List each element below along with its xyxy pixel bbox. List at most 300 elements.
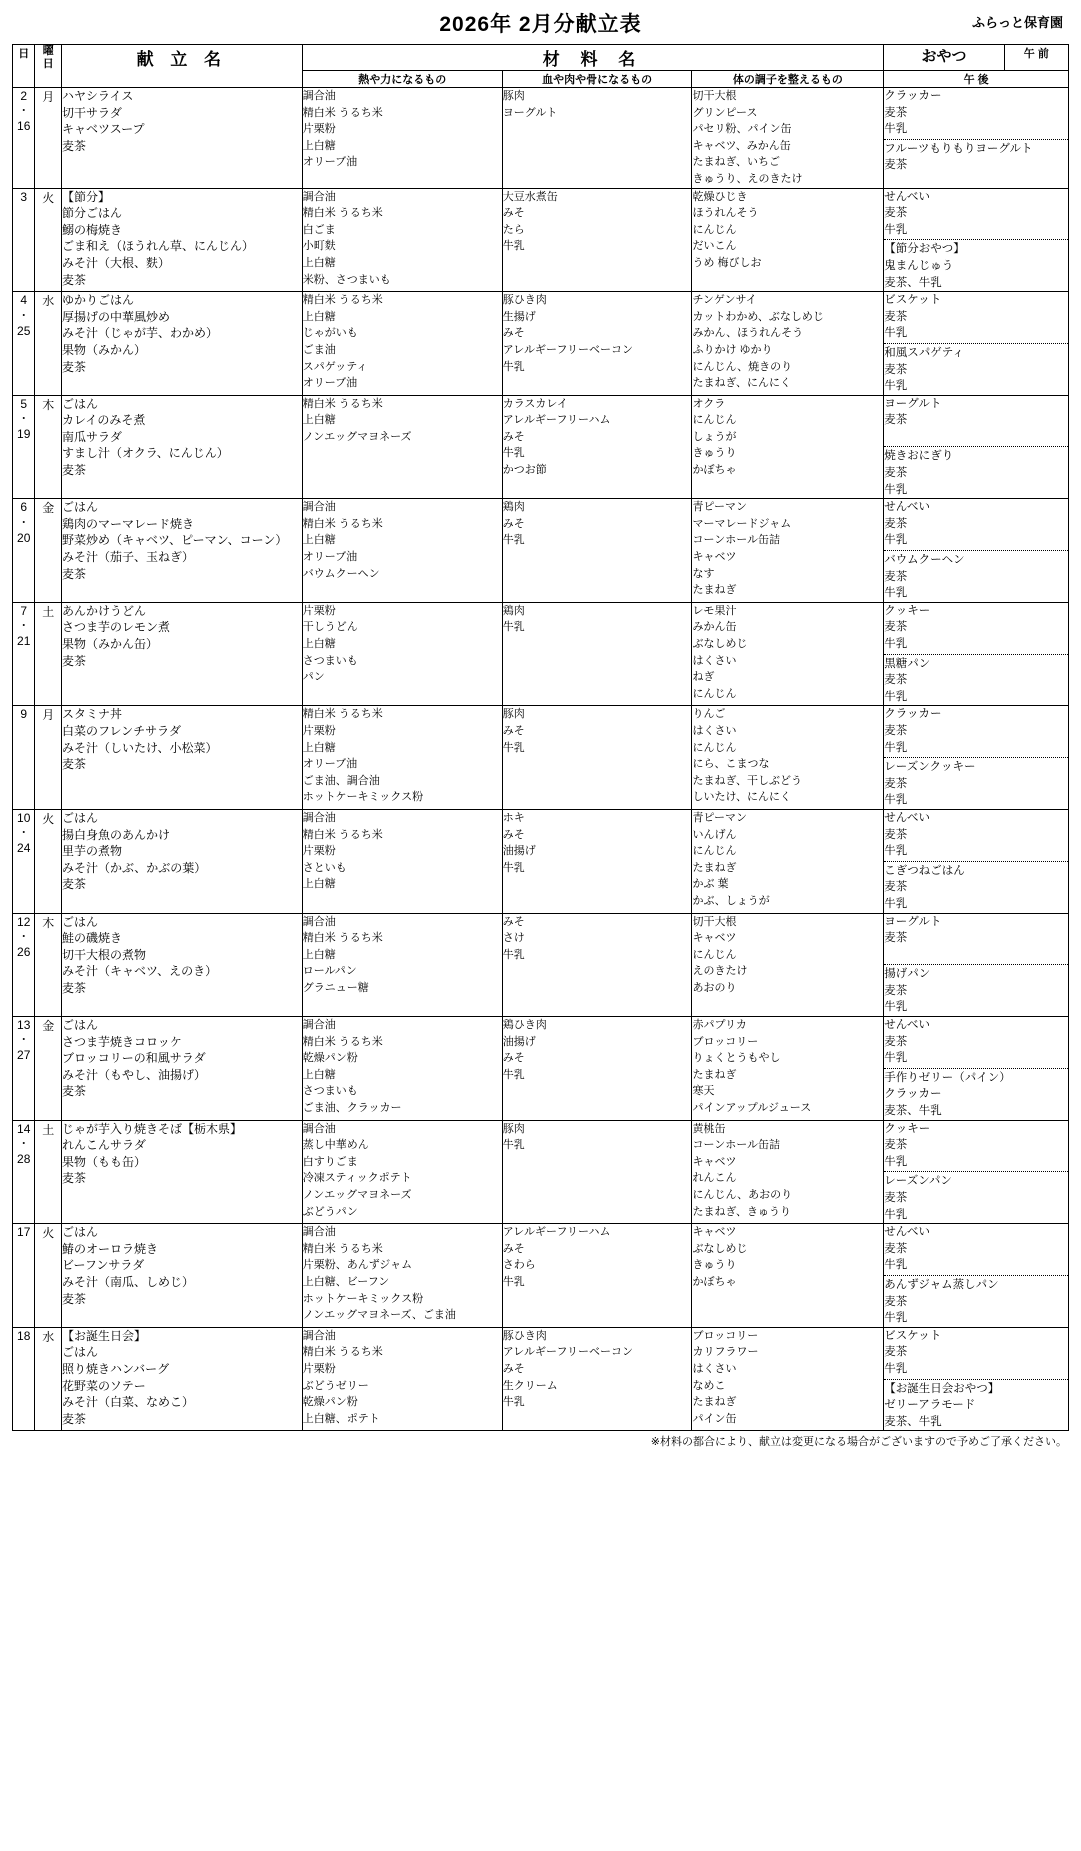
line-item: 白すりごま (302, 1155, 358, 1168)
line-item: ごま油、クラッカー (302, 1102, 402, 1115)
snack-line: 牛乳 (884, 1259, 908, 1272)
line-item: ホットケーキミックス粉 (302, 791, 424, 804)
snack-cell (884, 395, 1069, 499)
day-number-top: 5 (20, 396, 28, 411)
line-item: にんじん (692, 223, 737, 236)
line-item: ハヤシライス (61, 89, 134, 103)
protein-materials-cell (502, 1017, 692, 1121)
snack-line: 麦茶 (884, 1295, 908, 1308)
line-item: 上白糖 (302, 1068, 336, 1081)
snack-line: 麦茶 (884, 106, 908, 119)
line-item: みそ (502, 207, 525, 220)
line-item: みかん、ほうれんそう (692, 327, 804, 340)
day-separator-dot: ・ (18, 827, 30, 840)
line-item: ブロッコリー (692, 1035, 759, 1048)
protein-materials-cell (502, 809, 692, 913)
line-item: 南瓜サラダ (61, 429, 122, 444)
day-separator-dot: ・ (18, 516, 30, 529)
line-item: みかん缶 (692, 621, 737, 634)
vitamin-materials-cell (692, 602, 884, 706)
table-header-row (13, 45, 1069, 71)
line-item: ごはん (61, 396, 98, 411)
line-item: 牛乳 (502, 1396, 525, 1409)
line-item: ホットケーキミックス粉 (302, 1292, 424, 1305)
line-item: ごはん (61, 1018, 98, 1033)
day-number-bottom: 21 (17, 634, 31, 649)
day-number-bottom: 28 (17, 1152, 31, 1167)
line-item: ごはん (61, 1225, 98, 1240)
line-item: 精白米 うるち米 (302, 1035, 383, 1048)
line-item: 【お誕生日会】 (61, 1328, 146, 1343)
day-number-top: 10 (17, 810, 31, 825)
line-item: 調合油 (302, 501, 336, 514)
line-item: だいこん (692, 240, 737, 253)
line-item: 切干大根 (692, 90, 737, 102)
snack-line: 麦茶 (884, 1346, 908, 1359)
line-item: すまし汁（オクラ、にんじん） (61, 446, 229, 461)
line-item: みそ汁（茄子、玉ねぎ） (61, 550, 194, 565)
line-item: オリーブ油 (302, 377, 358, 390)
protein-materials-cell (502, 706, 692, 810)
line-item: コーンホール缶詰 (692, 1139, 781, 1152)
line-item: みそ汁（じゃが芋、わかめ） (61, 326, 218, 341)
line-item: ビーフンサラダ (61, 1258, 145, 1273)
line-item: きゅうり (692, 1259, 737, 1272)
line-item: ぶなしめじ (692, 638, 748, 650)
vitamin-materials-cell (692, 1327, 884, 1431)
snack-line: 牛乳 (884, 1155, 908, 1168)
menu-cell (61, 602, 302, 706)
snack-line: 麦茶、牛乳 (884, 276, 942, 289)
line-item: 麦茶 (61, 1291, 86, 1306)
snack-cell (884, 1017, 1069, 1121)
line-item: 豚ひき肉 (502, 294, 547, 307)
day-separator-dot: ・ (18, 309, 30, 322)
header-energy: 熱や力になるもの (302, 71, 502, 88)
day-number-top: 3 (20, 189, 28, 204)
line-item: キャベツ (692, 1226, 737, 1239)
snack-line: 麦茶 (884, 674, 908, 687)
snack-line: こぎつねごはん (884, 861, 1068, 880)
day-number-bottom: 25 (17, 323, 31, 338)
table-row (13, 1017, 1069, 1121)
line-item: はくさい (692, 1362, 737, 1375)
line-item: 片栗粉 (302, 604, 336, 617)
line-item: 牛乳 (502, 948, 525, 961)
snack-cell (884, 913, 1069, 1017)
line-item: グラニュー糖 (302, 981, 369, 994)
menu-cell (61, 913, 302, 1017)
line-item: 調合油 (302, 1226, 336, 1239)
snack-line: ヨーグルト (884, 397, 942, 410)
weekday-cell: 土 (35, 1120, 62, 1224)
line-item: ぶどうパン (302, 1205, 358, 1218)
snack-line: 牛乳 (884, 483, 908, 496)
line-item: 麦茶 (61, 359, 86, 374)
protein-materials-cell (502, 88, 692, 189)
snack-line: 麦茶 (884, 414, 908, 427)
snack-line: フルーツもりもりヨーグルト (884, 139, 1068, 158)
line-item: にんじん (692, 948, 737, 961)
line-item: さわら (502, 1259, 536, 1272)
day-number-top: 9 (20, 707, 28, 722)
line-item: オリーブ油 (302, 156, 358, 169)
line-item: 牛乳 (502, 861, 525, 874)
snack-line: 麦茶 (884, 1139, 908, 1152)
day-number-top: 12 (17, 914, 31, 929)
line-item: みそ (502, 327, 525, 340)
snack-line: せんべい (884, 190, 931, 203)
line-item: さつま芋焼きコロッケ (61, 1034, 182, 1049)
line-item: 上白糖 (302, 139, 336, 152)
protein-materials-cell (502, 1224, 692, 1328)
line-item: たまねぎ (692, 584, 737, 597)
line-item: みそ汁（かぶ、かぶの葉） (61, 860, 207, 875)
header-protein: 血や肉や骨になるもの (502, 71, 692, 88)
line-item: なめこ (692, 1379, 726, 1392)
line-item: 果物（みかん） (61, 342, 146, 357)
energy-materials-cell (302, 188, 502, 292)
snack-line: 麦茶 (884, 310, 908, 323)
day-number-top: 2 (20, 89, 28, 103)
line-item: オリーブ油 (302, 758, 358, 771)
snack-cell (884, 292, 1069, 396)
line-item: 小町麩 (302, 240, 336, 253)
table-row (13, 1224, 1069, 1328)
day-number-top: 6 (20, 500, 28, 515)
line-item: 豚肉 (502, 708, 525, 721)
day-cell (13, 706, 35, 810)
line-item: 鶏肉 (502, 604, 525, 617)
snack-line: 【節分おやつ】 (884, 239, 1068, 258)
line-item: あおのり (692, 981, 737, 994)
line-item: 精白米 うるち米 (302, 828, 383, 841)
line-item: 蒸し中華めん (302, 1139, 369, 1152)
snack-line: 牛乳 (884, 1362, 908, 1375)
line-item: たまねぎ、きゅうり (692, 1205, 792, 1218)
snack-line: バウムクーヘン (884, 550, 1068, 569)
line-item: 米粉、さつまいも (302, 273, 391, 286)
table-row (13, 88, 1069, 189)
line-item: さつまいも (302, 1085, 358, 1098)
table-row (13, 292, 1069, 396)
line-item: 油揚げ (502, 845, 536, 858)
line-item: ふりかけ ゆかり (692, 343, 773, 356)
weekday-cell: 木 (35, 913, 62, 1017)
line-item: みそ (502, 430, 525, 443)
menu-cell (61, 809, 302, 913)
day-cell (13, 809, 35, 913)
snack-cell (884, 88, 1069, 189)
line-item: さけ (502, 932, 525, 945)
energy-materials-cell (302, 499, 502, 603)
header-materials: 材 料 名 (302, 45, 884, 71)
line-item: 寒天 (692, 1085, 715, 1098)
line-item: かぼちゃ (692, 1275, 737, 1288)
snack-line: 麦茶 (884, 207, 908, 220)
day-number-bottom: 24 (17, 841, 31, 856)
menu-cell (61, 88, 302, 189)
line-item: キャベツ、みかん缶 (692, 139, 791, 152)
vitamin-materials-cell (692, 292, 884, 396)
snack-cell (884, 602, 1069, 706)
line-item: 牛乳 (502, 1275, 525, 1288)
line-item: さといも (302, 861, 347, 874)
day-number-top: 4 (20, 293, 28, 308)
snack-line: 麦茶 (884, 363, 908, 376)
line-item: 切干サラダ (61, 105, 122, 120)
table-row (13, 706, 1069, 810)
line-item: 麦茶 (61, 1171, 86, 1186)
snack-cell (884, 1327, 1069, 1431)
page-title: 2026年 2月分献立表 (439, 13, 642, 36)
line-item: 牛乳 (502, 1068, 525, 1081)
line-item: 麦茶 (61, 757, 86, 772)
energy-materials-cell (302, 1017, 502, 1121)
line-item: ほうれんそう (692, 207, 759, 220)
snack-line: せんべい (884, 501, 931, 514)
weekday-cell: 月 (35, 88, 62, 189)
line-item: 麦茶 (61, 138, 86, 153)
line-item: 鶏肉のマーマレード焼き (61, 516, 194, 531)
line-item: さつま芋のレモン煮 (61, 620, 170, 635)
line-item: 切干大根の煮物 (61, 947, 146, 962)
energy-materials-cell (302, 1120, 502, 1224)
line-item: 鰯の梅焼き (61, 222, 122, 237)
line-item: 麦茶 (61, 1084, 86, 1099)
line-item: 麦茶 (61, 1411, 86, 1426)
line-item: 麦茶 (61, 272, 86, 287)
line-item: ブロッコリー (692, 1329, 759, 1342)
line-item: にんじん (692, 741, 737, 754)
header-day: 日 (13, 45, 35, 88)
vitamin-materials-cell (692, 395, 884, 499)
table-row (13, 809, 1069, 913)
snack-line (884, 429, 1068, 446)
vitamin-materials-cell (692, 1224, 884, 1328)
line-item: オリーブ油 (302, 551, 358, 564)
day-number-top: 17 (17, 1225, 31, 1240)
day-separator-dot: ・ (18, 620, 30, 633)
day-separator-dot: ・ (18, 105, 30, 118)
line-item: 里芋の煮物 (61, 844, 122, 859)
snack-line: ビスケット (884, 294, 942, 307)
line-item: 黄桃缶 (692, 1122, 726, 1135)
header-menu: 献 立 名 (61, 45, 302, 88)
energy-materials-cell (302, 88, 502, 189)
table-row (13, 602, 1069, 706)
line-item: 調合油 (302, 1122, 336, 1135)
snack-cell (884, 1120, 1069, 1224)
line-item: 麦茶 (61, 653, 86, 668)
organization-name: ふらっと保育園 (971, 15, 1063, 30)
footnote: ※材料の都合により、献立は変更になる場合がございますので予めご了承ください。 (650, 1436, 1067, 1449)
line-item: たまねぎ、にんにく (692, 377, 792, 390)
snack-line: 【お誕生日会おやつ】 (884, 1379, 1068, 1398)
line-item: 照り焼きハンバーグ (61, 1361, 170, 1376)
snack-line: ゼリーアラモード (884, 1399, 976, 1412)
line-item: スタミナ丼 (61, 707, 122, 722)
line-item: 白菜のフレンチサラダ (61, 723, 182, 738)
line-item: さつまいも (302, 654, 358, 667)
weekday-cell: 火 (35, 809, 62, 913)
snack-line: 手作りゼリー（パイン） (884, 1068, 1068, 1087)
line-item: 節分ごはん (61, 206, 122, 221)
line-item: バウムクーヘン (302, 567, 380, 580)
energy-materials-cell (302, 395, 502, 499)
header-am: 午 前 (1004, 45, 1068, 71)
line-item: れんこん (692, 1172, 737, 1185)
line-item: たら (502, 223, 525, 236)
line-item: キャベツ (692, 1155, 737, 1168)
line-item: 精白米 うるち米 (302, 1242, 383, 1255)
snack-line: 麦茶 (884, 570, 908, 583)
line-item: はくさい (692, 724, 737, 737)
snack-line: 麦茶 (884, 467, 908, 480)
snack-line: クラッカー (884, 90, 942, 102)
line-item: 精白米 うるち米 (302, 1346, 383, 1359)
line-item: みそ汁（大根、麩） (61, 255, 170, 270)
line-item: キャベツ (692, 932, 737, 945)
snack-line: せんべい (884, 1226, 931, 1239)
line-item: 冷凍スティックポテト (302, 1172, 412, 1185)
line-item: りょくとうもやし (692, 1052, 781, 1065)
day-number-bottom: 19 (17, 427, 31, 442)
snack-line: 和風スパゲティ (884, 343, 1068, 362)
snack-line: クラッカー (884, 1088, 942, 1101)
line-item: 赤パプリカ (692, 1019, 747, 1032)
snack-line: 麦茶 (884, 828, 908, 841)
snack-line: 麦茶 (884, 159, 908, 172)
line-item: えのきたけ (692, 965, 748, 978)
line-item: 上白糖 (302, 310, 336, 323)
line-item: みそ汁（南瓜、しめじ） (61, 1274, 194, 1289)
line-item: 【節分】 (61, 189, 110, 204)
line-item: 生クリーム (502, 1379, 558, 1392)
line-item: 片栗粉 (302, 724, 336, 737)
line-item: 精白米 うるち米 (302, 106, 383, 119)
line-item: みそ汁（しいたけ、小松菜） (61, 740, 218, 755)
line-item: 生揚げ (502, 310, 536, 323)
snack-line: 麦茶 (884, 1242, 908, 1255)
line-item: みそ (502, 1242, 525, 1255)
snack-line: 焼きおにぎり (884, 446, 1068, 465)
day-cell (13, 602, 35, 706)
day-cell (13, 913, 35, 1017)
line-item: みそ (502, 828, 525, 841)
line-item: きゅうり (692, 447, 737, 460)
line-item: アレルギーフリーベーコン (502, 343, 633, 356)
line-item: 切干大根 (692, 915, 737, 928)
line-item: 牛乳 (502, 621, 525, 634)
snack-line: 牛乳 (884, 1052, 908, 1065)
menu-cell (61, 1224, 302, 1328)
line-item: 精白米 うるち米 (302, 932, 383, 945)
snack-line: ビスケット (884, 1329, 942, 1342)
snack-line: 麦茶 (884, 777, 908, 790)
snack-line: 牛乳 (884, 794, 908, 807)
line-item: しいたけ、にんにく (692, 791, 792, 804)
line-item: りんご (692, 708, 726, 721)
snack-line: せんべい (884, 1019, 931, 1032)
day-number-top: 14 (17, 1121, 31, 1136)
menu-table-body (13, 88, 1069, 1431)
line-item: 上白糖、ポテト (302, 1412, 380, 1425)
line-item: ロールパン (302, 965, 357, 978)
line-item: 片栗粉 (302, 123, 336, 136)
energy-materials-cell (302, 913, 502, 1017)
line-item: たまねぎ、いちご (692, 156, 781, 169)
line-item: 豚ひき肉 (502, 1329, 547, 1342)
day-number-top: 18 (17, 1328, 31, 1343)
line-item: ノンエッグマヨネーズ (302, 430, 412, 443)
snack-line: クッキー (884, 1122, 931, 1135)
line-item: みそ汁（もやし、油揚げ） (61, 1067, 206, 1082)
snack-line: 麦茶 (884, 517, 908, 530)
snack-line: クラッカー (884, 708, 942, 721)
line-item: アレルギーフリーハム (502, 1226, 611, 1239)
line-item: パイン缶 (692, 1412, 737, 1425)
line-item: ごま和え（ほうれん草、にんじん） (61, 239, 254, 254)
line-item: 花野菜のソテー (61, 1378, 146, 1393)
line-item: 麦茶 (61, 463, 86, 478)
protein-materials-cell (502, 292, 692, 396)
table-row (13, 1327, 1069, 1431)
snack-line: 麦茶 (884, 881, 908, 894)
line-item: 片栗粉 (302, 1362, 336, 1375)
line-item: カレイのみそ煮 (61, 413, 146, 428)
line-item: ごま油、調合油 (302, 774, 380, 787)
line-item: 上白糖 (302, 948, 336, 961)
energy-materials-cell (302, 1327, 502, 1431)
vitamin-materials-cell (692, 188, 884, 292)
snack-cell (884, 499, 1069, 603)
vitamin-materials-cell (692, 499, 884, 603)
snack-line: せんべい (884, 811, 931, 824)
line-item: たまねぎ、干しぶどう (692, 774, 803, 787)
line-item: あんかけうどん (61, 603, 146, 618)
snack-line: 牛乳 (884, 534, 908, 547)
protein-materials-cell (502, 499, 692, 603)
protein-materials-cell (502, 188, 692, 292)
line-item: パン (302, 671, 325, 684)
snack-cell (884, 188, 1069, 292)
line-item: 豚肉 (502, 90, 525, 102)
line-item: オクラ (692, 397, 726, 410)
line-item: 果物（もも缶） (61, 1154, 146, 1169)
snack-line: 牛乳 (884, 223, 908, 236)
table-row (13, 913, 1069, 1017)
menu-cell (61, 395, 302, 499)
line-item: ごま油 (302, 343, 336, 356)
line-item: 上白糖 (302, 256, 336, 269)
line-item: 鰆のオーロラ焼き (61, 1241, 158, 1256)
weekday-cell: 水 (35, 292, 62, 396)
line-item: キャベツ (692, 551, 737, 564)
line-item: 白ごま (302, 223, 336, 236)
line-item: スパゲッティ (302, 360, 368, 373)
line-item: 豚肉 (502, 1122, 525, 1135)
energy-materials-cell (302, 1224, 502, 1328)
vitamin-materials-cell (692, 706, 884, 810)
line-item: 鶏肉 (502, 501, 525, 514)
table-row (13, 499, 1069, 603)
table-row (13, 188, 1069, 292)
line-item: 乾燥ひじき (692, 190, 748, 203)
line-item: ごはん (61, 914, 98, 929)
snack-line (884, 947, 1068, 964)
line-item: 調合油 (302, 1329, 336, 1342)
